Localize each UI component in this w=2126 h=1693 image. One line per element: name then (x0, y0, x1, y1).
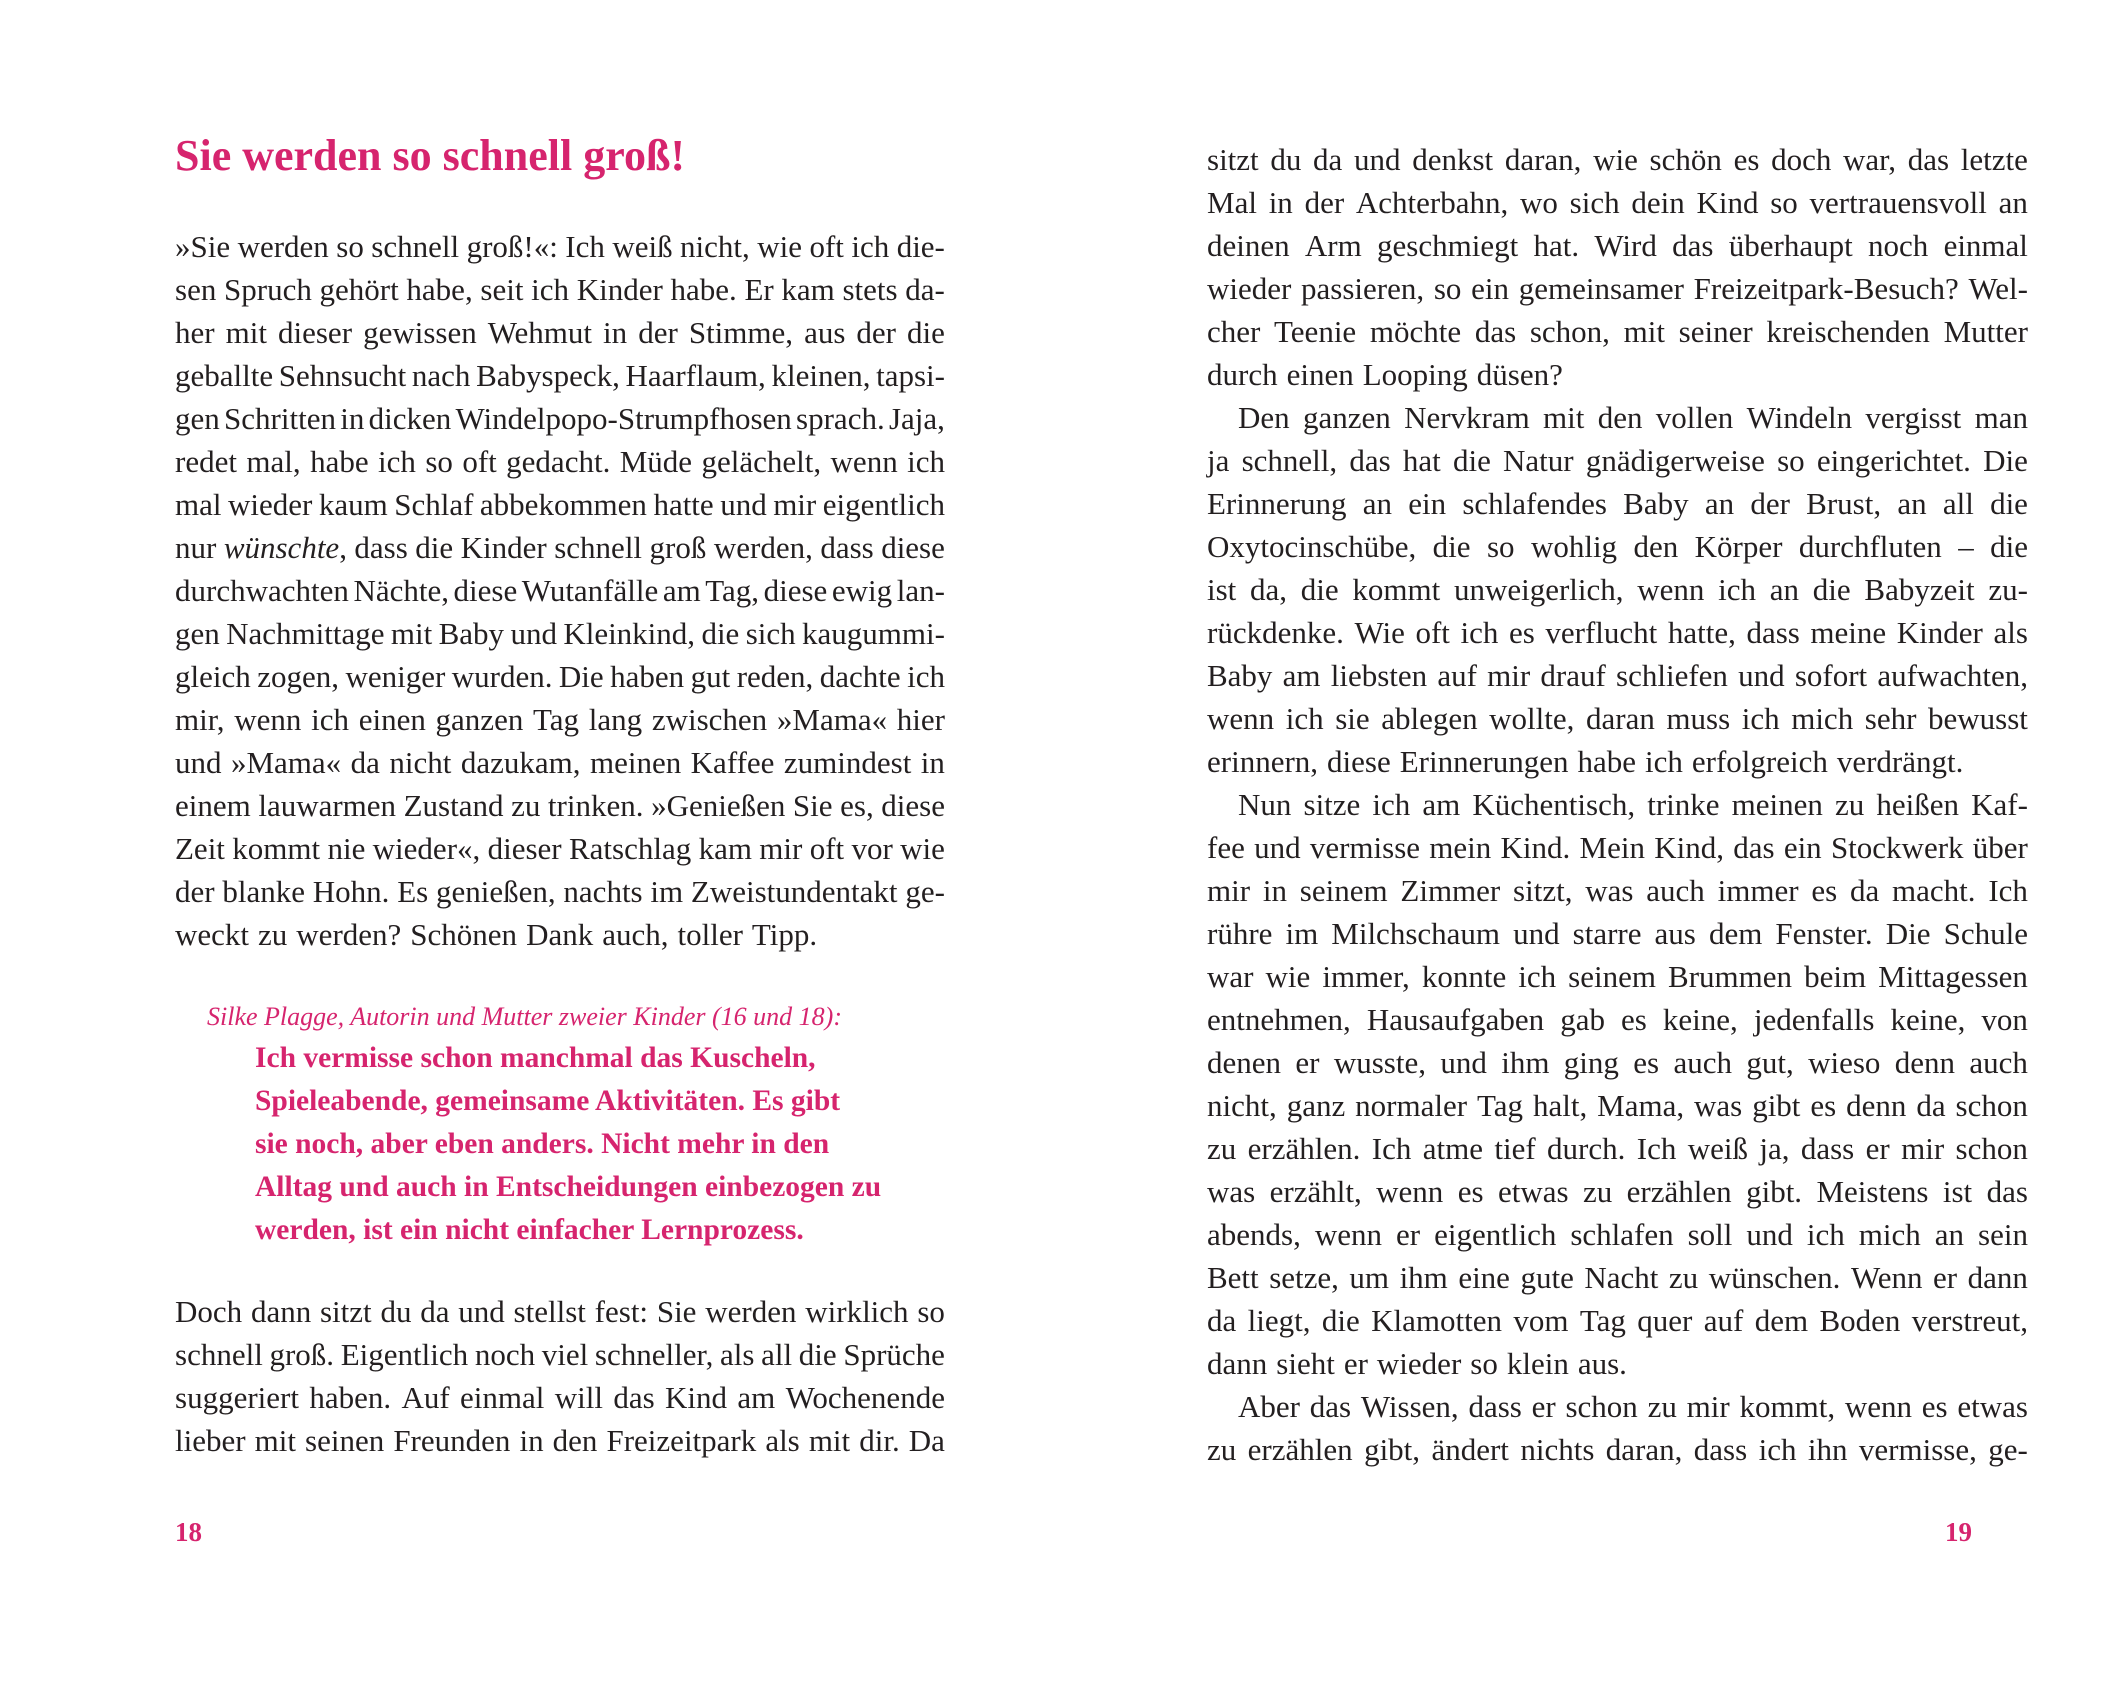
page-number-right: 19 (1945, 1517, 1972, 1547)
text-line: gen Nachmittage mit Baby und Kleinkind, die sich kaugummi- (175, 616, 945, 651)
text-line: Erinnerung an ein schlafendes Baby an der Brust, an all die (1207, 486, 2028, 521)
text-line: war wie immer, konnte ich seinem Brummen beim Mittagessen (1207, 959, 2028, 994)
text-line: durchwachten Nächte, diese Wutanfälle am Tag, diese ewig lan- (175, 573, 945, 608)
text-line: ja schnell, das hat die Natur gnädigerweise so eingerichtet. Die (1207, 443, 2028, 478)
text-line: Oxytocinschübe, die so wohlig den Körper durchfluten – die (1207, 529, 2028, 564)
text-line: mal wieder kaum Schlaf abbekommen hatte und mir eigentlich (175, 487, 945, 522)
text-line: suggeriert haben. Auf einmal will das Kind am Wochenende (175, 1380, 945, 1415)
text-line: Mal in der Achterbahn, wo sich dein Kind so vertrauensvoll an (1207, 185, 2028, 220)
text-line: geballte Sehnsucht nach Babyspeck, Haarflaum, kleinen, tapsi- (175, 358, 945, 393)
text-line: cher Teenie möchte das schon, mit seiner kreischenden Mutter (1207, 314, 2028, 349)
text-line: dann sieht er wieder so klein aus. (1207, 1346, 1627, 1381)
text-line: gleich zogen, weniger wurden. Die haben gut reden, dachte ich (175, 659, 945, 694)
text-line: fee und vermisse mein Kind. Mein Kind, das ein Stockwerk über (1207, 830, 2028, 865)
text-line: Doch dann sitzt du da und stellst fest: Sie werden wirklich so (175, 1294, 945, 1329)
text-line: was erzählt, wenn es etwas zu erzählen gibt. Meistens ist das (1207, 1174, 2028, 1209)
text-line: deinen Arm geschmiegt hat. Wird das überhaupt noch einmal (1207, 228, 2028, 263)
text-line: durch einen Looping düsen? (1207, 357, 1563, 392)
quote-attribution: Silke Plagge, Autorin und Mutter zweier Kinder (16 und 18): (207, 1002, 842, 1031)
text-line: weckt zu werden? Schönen Dank auch, toller Tipp. (175, 917, 818, 952)
text-line: Zeit kommt nie wieder«, dieser Ratschlag kam mir oft vor wie (175, 831, 945, 866)
text-line: einem lauwarmen Zustand zu trinken. »Genießen Sie es, diese (175, 788, 945, 823)
text-line: her mit dieser gewissen Wehmut in der Stimme, aus der die (175, 315, 945, 350)
text-line: der blanke Hohn. Es genießen, nachts im Zweistundentakt ge- (175, 874, 945, 909)
text-line: Bett setze, um ihm eine gute Nacht zu wünschen. Wenn er dann (1207, 1260, 2028, 1295)
text-line: da liegt, die Klamotten vom Tag quer auf dem Boden verstreut, (1207, 1303, 2028, 1338)
quote-line: Spieleabende, gemeinsame Aktivitäten. Es gibt (255, 1085, 841, 1117)
text-line: wieder passieren, so ein gemeinsamer Freizeitpark-Besuch? Wel- (1207, 271, 2028, 306)
text-line: gen Schritten in dicken Windelpopo-Strumpfhosen sprach. Jaja, (175, 401, 945, 436)
text-line: ist da, die kommt unweigerlich, wenn ich an die Babyzeit zu- (1207, 572, 2028, 607)
text-line: wenn ich sie ablegen wollte, daran muss ich mich sehr bewusst (1207, 701, 2028, 736)
quote-line: Ich vermisse schon manchmal das Kuscheln, (255, 1042, 816, 1074)
text-line: Aber das Wissen, dass er schon zu mir kommt, wenn es etwas (1238, 1389, 2028, 1424)
text-line: zu erzählen. Ich atme tief durch. Ich weiß ja, dass er mir schon (1207, 1131, 2028, 1166)
right-page (1063, 0, 2126, 1693)
text-line: nicht, ganz normaler Tag halt, Mama, was gibt es denn da schon (1207, 1088, 2028, 1123)
quote-line: werden, ist ein nicht einfacher Lernprozess. (255, 1214, 804, 1246)
text-line: zu erzählen gibt, ändert nichts daran, dass ich ihn vermisse, ge- (1207, 1432, 2028, 1467)
text-line: entnehmen, Hausaufgaben gab es keine, jedenfalls keine, von (1207, 1002, 2028, 1037)
text-line: nur wünschte, dass die Kinder schnell groß werden, dass diese (175, 530, 945, 565)
text-line: und »Mama« da nicht dazukam, meinen Kaffee zumindest in (175, 745, 945, 780)
text-line: mir, wenn ich einen ganzen Tag lang zwischen »Mama« hier (175, 702, 945, 737)
text-line: denen er wusste, und ihm ging es auch gut, wieso denn auch (1207, 1045, 2028, 1080)
text-line: mir in seinem Zimmer sitzt, was auch immer es da macht. Ich (1207, 873, 2028, 908)
text-line: Den ganzen Nervkram mit den vollen Windeln vergisst man (1238, 400, 2028, 435)
text-line: redet mal, habe ich so oft gedacht. Müde gelächelt, wenn ich (175, 444, 945, 479)
page-number-left: 18 (175, 1517, 202, 1547)
text-line: »Sie werden so schnell groß!«: Ich weiß nicht, wie oft ich die- (175, 229, 945, 264)
text-line: rückdenke. Wie oft ich es verflucht hatte, dass meine Kinder als (1207, 615, 2028, 650)
quote-line: Alltag und auch in Entscheidungen einbezogen zu (255, 1171, 882, 1203)
text-line: sen Spruch gehört habe, seit ich Kinder habe. Er kam stets da- (175, 272, 945, 307)
text-line: erinnern, diese Erinnerungen habe ich erfolgreich verdrängt. (1207, 744, 1964, 779)
text-line: schnell groß. Eigentlich noch viel schneller, als all die Sprüche (175, 1337, 945, 1372)
quote-line: sie noch, aber eben anders. Nicht mehr in den (255, 1128, 830, 1160)
text-line: Nun sitze ich am Küchentisch, trinke meinen zu heißen Kaf- (1238, 787, 2028, 822)
text-line: lieber mit seinen Freunden in den Freizeitpark als mit dir. Da (175, 1423, 945, 1458)
text-line: Baby am liebsten auf mir drauf schliefen und sofort aufwachten, (1207, 658, 2028, 693)
text-line: rühre im Milchschaum und starre aus dem Fenster. Die Schule (1207, 916, 2028, 951)
text-line: sitzt du da und denkst daran, wie schön es doch war, das letzte (1207, 142, 2028, 177)
text-line: abends, wenn er eigentlich schlafen soll und ich mich an sein (1207, 1217, 2028, 1252)
chapter-heading: Sie werden so schnell groß! (175, 131, 686, 180)
